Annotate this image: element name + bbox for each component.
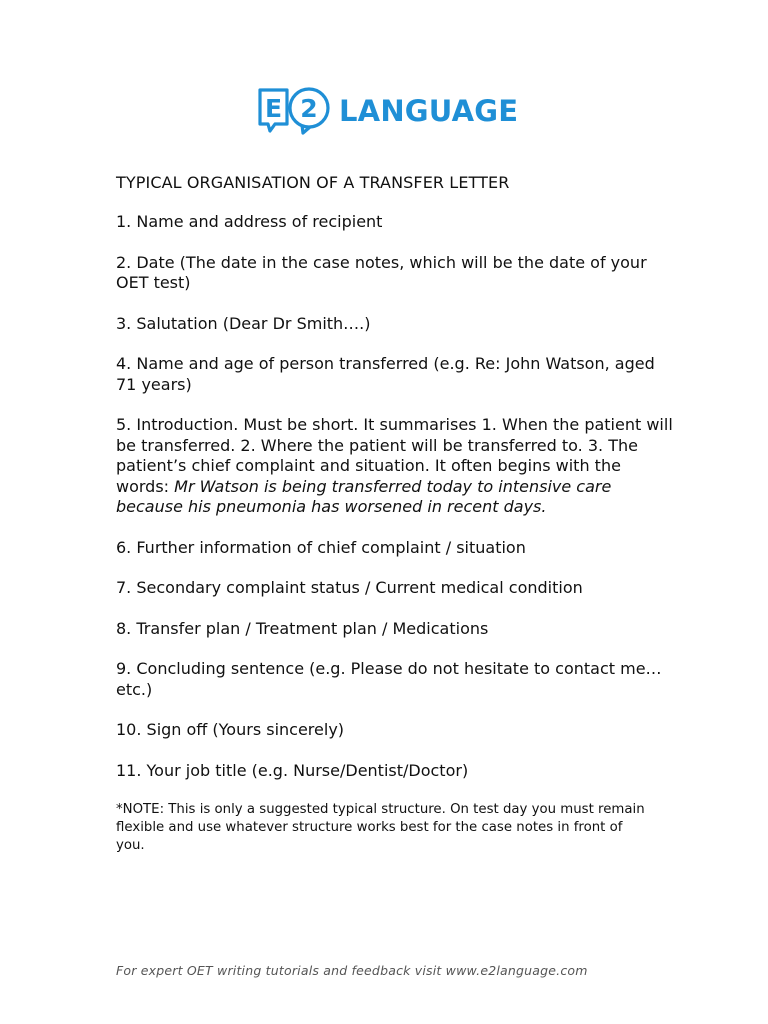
list-item-introduction	[116, 415, 676, 518]
list-item: 3. Salutation (Dear Dr Smith….)	[116, 313, 371, 333]
list-item: 7. Secondary complaint status / Current medical condition	[116, 578, 583, 597]
list-item: 8. Transfer plan / Treatment plan / Medications	[116, 618, 489, 638]
logo-mark-letter-e: E	[264, 94, 283, 123]
list-item: 4. Name and age of person transferred (e.g. Re: John Watson, aged 71 years)	[116, 354, 655, 394]
logo-mark-digit-2: 2	[300, 94, 318, 123]
list-item: 6. Further information of chief complaint / situation	[116, 537, 526, 557]
document-body	[116, 172, 676, 855]
introduction-example: Mr Watson is being transferred today to intensive care because his pneumonia has worsened in recent days.	[116, 476, 612, 516]
introduction-text: 5. Introduction. Must be short. It summarises 1. When the patient will be transferred. 2. Where the patient will be transferred to. 3. The patient’s chief complaint and situation. It often begins with the words:	[116, 415, 673, 496]
list-item: 1. Name and address of recipient	[116, 212, 383, 231]
list-item: 2. Date (The date in the case notes, which will be the date of your OET test)	[116, 252, 647, 292]
list-item: 11. Your job title (e.g. Nurse/Dentist/Doctor)	[116, 760, 469, 780]
list-item: 10. Sign off (Yours sincerely)	[116, 720, 345, 739]
page-title: TYPICAL ORGANISATION OF A TRANSFER LETTER	[116, 173, 510, 192]
e2language-logo	[257, 86, 519, 136]
note: *NOTE: This is only a suggested typical structure. On test day you must remain flexible and use whatever structure works best for the case notes in front of you.	[116, 802, 645, 853]
logo-wordmark: LANGUAGE	[339, 93, 519, 128]
footer-promo: For expert OET writing tutorials and feedback visit www.e2language.com	[116, 963, 588, 978]
speech-bubble-logo-icon	[257, 86, 339, 136]
list-item: 9. Concluding sentence (e.g. Please do not hesitate to contact me… etc.)	[116, 659, 662, 699]
